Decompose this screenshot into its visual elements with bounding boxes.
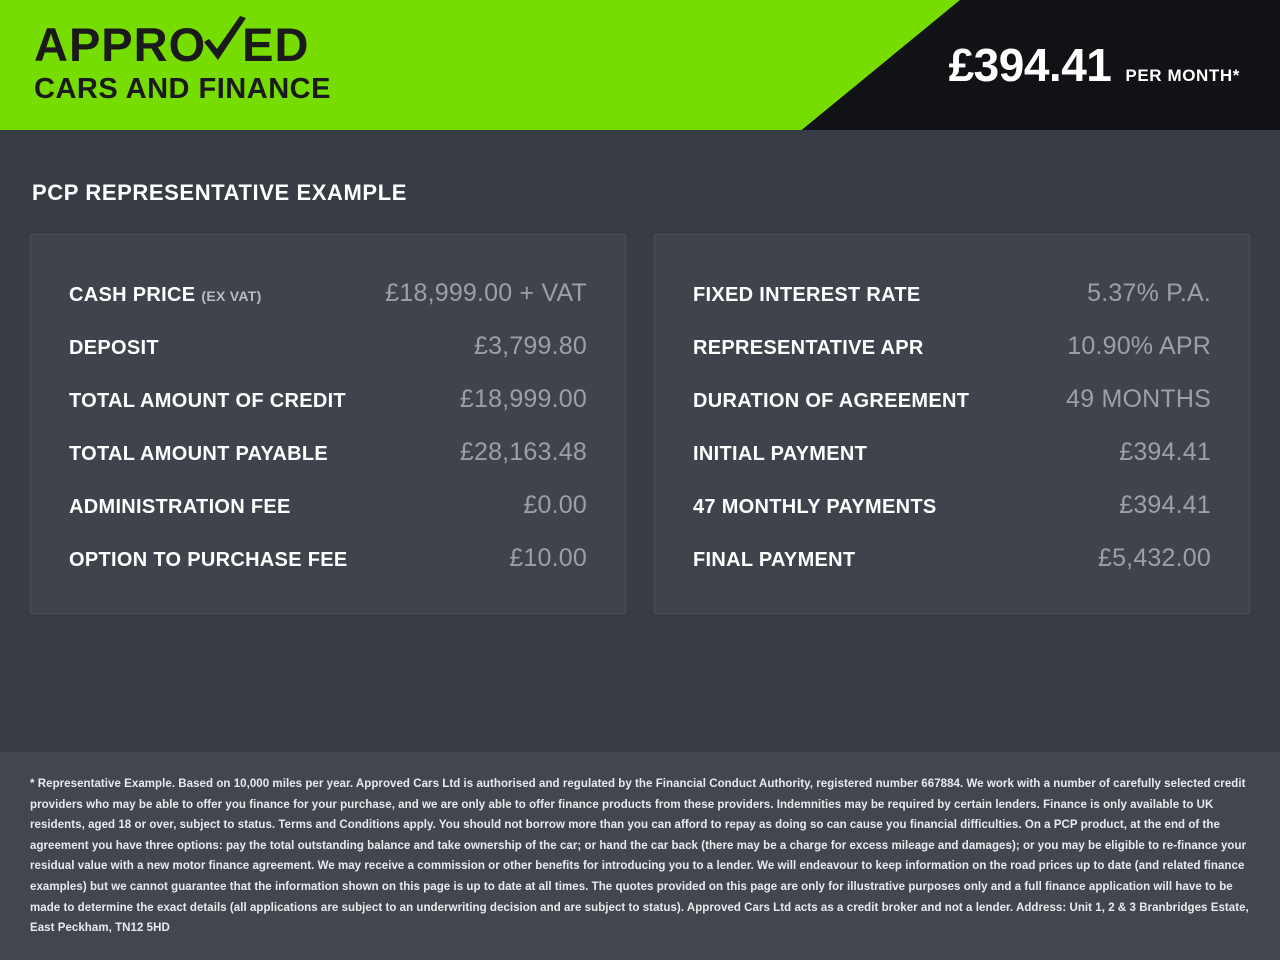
logo-subtitle: CARS AND FINANCE [34, 73, 331, 105]
row-label-sub: (EX VAT) [201, 288, 262, 304]
row-label-text: OPTION TO PURCHASE FEE [69, 549, 348, 571]
row-value: £394.41 [1119, 438, 1211, 466]
row-label-text: ADMINISTRATION FEE [69, 496, 291, 518]
row-label-text: DEPOSIT [69, 337, 159, 359]
monthly-price-suffix: PER MONTH* [1125, 66, 1240, 85]
row-value: 5.37% P.A. [1087, 279, 1211, 307]
monthly-price-block [949, 38, 1240, 92]
row-value: £0.00 [523, 491, 587, 519]
finance-panel-right [654, 234, 1250, 614]
disclaimer-text: * Representative Example. Based on 10,000 miles per year. Approved Cars Ltd is authorised and regulated by the Financial Conduct Authority, registered number 667884. We work with a number of carefully selected credit providers who may be able to offer you finance for your purchase, and we are only able to offer finance products from these providers. Indemnities may be required by certain lenders. Finance is only available to UK residents, aged 18 or over, subject to status. Terms and Conditions apply. You should not borrow more than you can afford to repay as doing so can cause you financial difficulties. On a PCP product, at the end of the agreement you have three options: pay the total outstanding balance and take ownership of the car; or hand the car back (there may be a charge for excess mileage and damages); or you may be eligible to re-finance your residual value with a new motor finance agreement. We may receive a commission or other benefits for introducing you to a lender. We will endeavour to keep information on the road prices up to date (and related finance examples) but we cannot guarantee that the information shown on this page is up to date at all times. The quotes provided on this page are only for illustrative purposes only and a full finance application will have to be made to determine the exact details (all applications are subject to an underwriting decision and are subject to status). Approved Cars Ltd acts as a credit broker and not a lender. Address: Unit 1, 2 & 3 Branbridges Estate, East Peckham, TN12 5HD [30, 778, 1249, 935]
monthly-price-amount: £394.41 [948, 39, 1112, 91]
row-label-text: FINAL PAYMENT [693, 549, 856, 571]
table-row [693, 320, 1211, 373]
table-row [693, 532, 1211, 585]
table-row [69, 479, 587, 532]
table-row [693, 479, 1211, 532]
row-label-text: INITIAL PAYMENT [693, 443, 868, 465]
row-label-text: DURATION OF AGREEMENT [693, 390, 970, 412]
table-row [69, 426, 587, 479]
table-row [69, 373, 587, 426]
table-row [693, 267, 1211, 320]
row-value: £18,999.00 + VAT [385, 279, 587, 307]
finance-details-panels [30, 234, 1250, 614]
row-value: £3,799.80 [473, 332, 587, 360]
row-label-text: CASH PRICE [69, 284, 196, 306]
table-row [693, 373, 1211, 426]
table-row [69, 267, 587, 320]
logo-approved-text [34, 20, 331, 70]
check-tick-icon [204, 22, 244, 68]
finance-panel-left [30, 234, 626, 614]
row-label-text: 47 MONTHLY PAYMENTS [693, 496, 937, 518]
page-title: PCP REPRESENTATIVE EXAMPLE [32, 180, 408, 205]
row-value: £18,999.00 [459, 385, 587, 413]
logo-appro-part: APPRO [34, 18, 207, 71]
row-value: £394.41 [1119, 491, 1211, 519]
row-label-text: TOTAL AMOUNT OF CREDIT [69, 390, 346, 412]
row-label-text: FIXED INTEREST RATE [693, 284, 921, 306]
table-row [69, 532, 587, 585]
row-value: 49 MONTHS [1066, 385, 1211, 413]
row-label-text: REPRESENTATIVE APR [693, 337, 924, 359]
main-content [0, 130, 1280, 752]
page-header [0, 0, 1280, 130]
row-value: £28,163.48 [459, 438, 587, 466]
row-value: £5,432.00 [1097, 544, 1211, 572]
footer-disclaimer [0, 752, 1280, 960]
logo-ed-part: ED [242, 18, 310, 71]
company-logo [34, 20, 331, 106]
table-row [69, 320, 587, 373]
row-value: £10.00 [509, 544, 587, 572]
table-row [693, 426, 1211, 479]
row-label-text: TOTAL AMOUNT PAYABLE [69, 443, 328, 465]
row-value: 10.90% APR [1067, 332, 1211, 360]
